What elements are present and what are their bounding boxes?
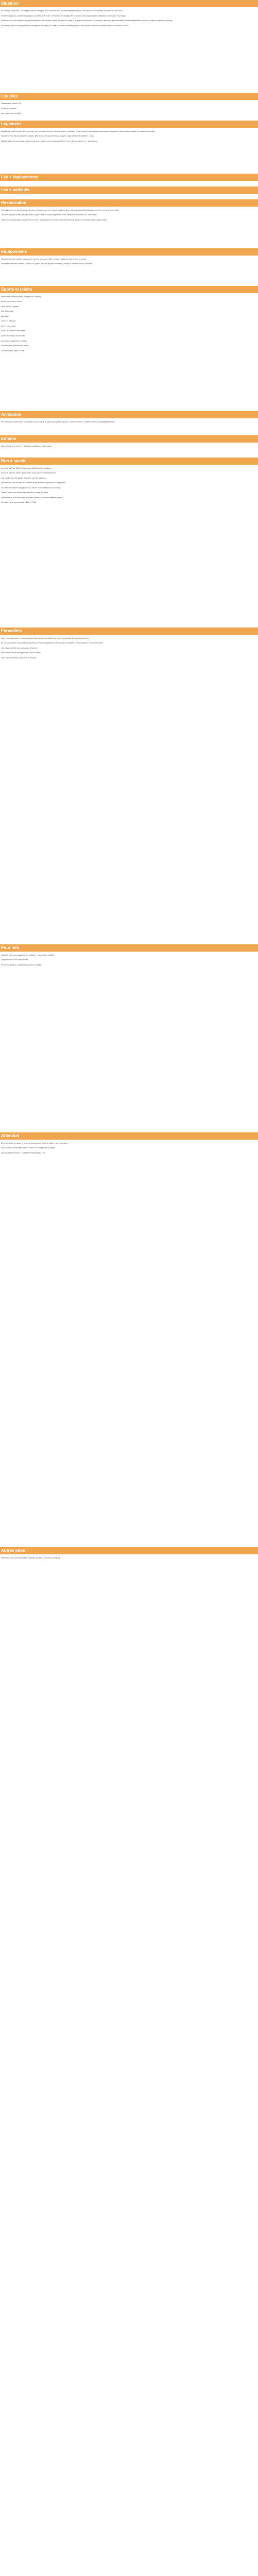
section-paragraph: Les conditions particulières peuvent varier selon la période de séjour. bbox=[1, 1147, 56, 1149]
section-header-animation: Animation bbox=[0, 411, 258, 418]
section-header-formalites: Formalités bbox=[0, 628, 258, 635]
section-paragraph: Voile, kayak et paddle bbox=[1, 305, 19, 308]
section-header-activites: Les + activités bbox=[0, 187, 258, 194]
section-paragraph: Les mineurs non accompagnés ne sont pas admis. bbox=[1, 652, 41, 654]
section-paragraph: Retrouvez toutes les informations pratiques auprès de l'accueil du camping. bbox=[1, 1556, 61, 1559]
section-header-enfants: Enfants bbox=[0, 435, 258, 443]
section-body-plus bbox=[0, 100, 258, 121]
section-paragraph: Sanitaires modernes chauffés, accès Wi-Fi gratuit dans les espaces communs, parking et barrière d'accès sécurisée. bbox=[1, 263, 93, 265]
section-paragraph: Une plage privée de 2000 bbox=[1, 112, 22, 115]
section-header-equipements2: Equipements bbox=[0, 248, 258, 256]
section-paragraph: Idéalement placé à proximité des plages, du centre-ville et des commerces, le camping offre un accès facile aux principales attractions touristiques de la région. bbox=[1, 14, 126, 17]
section-paragraph: Le port du bracelet est obligatoire pour l'accès aux installations du camping. bbox=[1, 486, 61, 489]
section-paragraph: INFORMATIONS RGPD / DONNÉES PERSONNELLES bbox=[1, 1151, 45, 1154]
section-header-situation: Situation bbox=[0, 0, 258, 7]
section-paragraph: Chambres avec lits doubles et lits simples, salle d'eau avec douche et WC séparés. Linge de lit et de toilette en option. bbox=[1, 135, 94, 138]
section-paragraph: Surf et char à voile bbox=[1, 325, 16, 327]
section-header-bonasavoir: Bon à savoir bbox=[0, 457, 258, 465]
section-paragraph: Vous apprécierez le bar-restaurant du camping qui propose une cuisine traditionnelle à base de produits frais et locaux, servie en terrasse ou en salle. bbox=[1, 209, 119, 211]
section-paragraph: Des animations variées sont proposées tout au long de la saison pour petits et grands : soirées à thème, concerts, tournois sportifs et spectacles. bbox=[1, 420, 116, 423]
section-body-attention bbox=[0, 1140, 258, 1547]
section-paragraph: Club enfants, aire de jeux et activités encadrées en haute saison. bbox=[1, 445, 53, 447]
section-body-bonasavoir bbox=[0, 465, 258, 628]
section-body-equipements1 bbox=[0, 181, 258, 187]
section-paragraph: Sorties en bateau vers les îles bbox=[1, 335, 25, 337]
section-paragraph: Les visiteurs doivent se présenter à l'accueil. bbox=[1, 656, 37, 659]
section-body-autres bbox=[0, 1554, 258, 1575]
section-paragraph: Toute réservation doit être accompagnée d'un acompte. Le solde est à régler au plus tard 30 jours avant l'arrivée. bbox=[1, 637, 90, 639]
section-paragraph: Venez découvrir les richesses du patrimoine breton, les sentiers côtiers, les ports de pêche et la gastronomie locale. Les amateurs de nature apprécieront les nombreuses balades à pied ou à vélo au départ du camping. bbox=[1, 20, 173, 22]
section-paragraph: Animations en journée et en soirée bbox=[1, 345, 29, 347]
section-body-pourinfo bbox=[0, 952, 258, 1132]
section-body-sports bbox=[0, 293, 258, 411]
section-header-plus: Les plus bbox=[0, 93, 258, 100]
section-paragraph: L'épicerie de dépannage vous permet de trouver les produits de première nécessité ainsi que le pain et les viennoiseries chaque matin. bbox=[1, 218, 107, 221]
section-paragraph: Arrivée à partir de 14h00, départ avant 12h00 pour les emplacements. bbox=[1, 472, 56, 474]
section-paragraph: En cas d'annulation, les conditions générales de vente s'appliquent. Une assurance annulation est proposée lors de la réservation. bbox=[1, 642, 104, 645]
section-paragraph: Club enfants en juillet et août bbox=[1, 349, 24, 352]
section-body-formalites bbox=[0, 635, 258, 944]
section-paragraph: Piscine extérieure chauffée, pataugeoire, aire de jeux pour enfants, terrain multisport, salle de jeux et laverie. bbox=[1, 258, 87, 260]
section-body-equipements2 bbox=[0, 256, 258, 286]
section-header-pourinfo: Pour info bbox=[0, 944, 258, 952]
section-paragraph: Le camping Saint-Malo Le Rossignol, situé à Bretagne, vous accueille dans un cadre exceptionnel pour des vacances inoubliables en famille ou entre amis. bbox=[1, 10, 123, 12]
section-paragraph: Merci de vérifier les dates et le type d'hébergement avant de valider votre réservation. bbox=[1, 1142, 69, 1144]
section-paragraph: Les barbecues individuels sont autorisés selon les conditions météorologiques. bbox=[1, 496, 63, 499]
section-paragraph: Location de mobil-homes 4 à 6 personnes avec terrasse couverte, salon de jardin et barbecue. Cuisine équipée avec plaques de cuisson, réfrigérateur, micro-ondes, cafetière et vaisselle complète. bbox=[1, 130, 155, 132]
section-body-situation bbox=[0, 7, 258, 93]
section-paragraph: Taxe de séjour non incluse dans les tarifs, à régler sur place. bbox=[1, 492, 49, 494]
section-paragraph: Arrivée à partir de 15h00, départ avant 11h00 pour les locations. bbox=[1, 467, 52, 469]
section-paragraph: Tennis et mini-golf bbox=[1, 320, 15, 323]
section-paragraph: Golf à proximité bbox=[1, 310, 14, 313]
section-paragraph: Une caution sera demandée à l'arrivée pour les locations. bbox=[1, 477, 46, 479]
section-body-activites bbox=[0, 194, 258, 199]
section-paragraph: Ouverture de saison 2024 bbox=[1, 103, 22, 105]
section-paragraph: Visites de châteaux et musées bbox=[1, 330, 25, 332]
section-paragraph: Randonnée pédestre et vélo au départ du camping bbox=[1, 295, 41, 298]
section-header-sports: Sports et loisirs bbox=[0, 286, 258, 293]
section-paragraph: Les photos sont non contractuelles. bbox=[1, 959, 29, 961]
section-paragraph: Équitation bbox=[1, 315, 9, 317]
section-paragraph: Le snack propose pizzas, grillades, frites et glaces tout au long de la journée. Plats à emporter disponibles sur commande. bbox=[1, 214, 98, 216]
section-paragraph: Une pièce d'identité sera demandée à l'arrivée. bbox=[1, 647, 38, 649]
section-paragraph: Pour toute question, contactez l'accueil du camping. bbox=[1, 963, 42, 966]
section-body-enfants bbox=[0, 443, 258, 457]
section-paragraph: Les tarifs sont communiqués à titre indicatif et peuvent être modifiés. bbox=[1, 954, 55, 956]
section-header-restauration: Restauration bbox=[0, 199, 258, 207]
section-paragraph: Le calme est de rigueur entre 23h00 et 7h00. bbox=[1, 501, 37, 504]
section-paragraph: Chalets bois 2 à 4 personnes, idéal pour un séjour nature, avec terrasse privative et vue sur les espaces verts du camping. bbox=[1, 140, 98, 142]
section-header-equipements1: Les + équipements bbox=[0, 174, 258, 181]
section-paragraph: Le camping dispose d'emplacements ombragés et délimités pour tentes, caravanes et camping-cars, ainsi que de locations de mobil-homes et chalets tout confort. bbox=[1, 24, 129, 27]
section-paragraph: Les animaux sont acceptés sur certains emplacements moyennant un supplément. bbox=[1, 482, 67, 484]
section-body-logement bbox=[0, 128, 258, 174]
section-header-logement: Logement bbox=[0, 121, 258, 128]
section-body-restauration bbox=[0, 207, 258, 248]
section-header-autres: Autres infos bbox=[0, 1547, 258, 1554]
section-body-animation bbox=[0, 418, 258, 435]
section-header-attention: Attention bbox=[0, 1132, 258, 1140]
section-paragraph: Excursions organisées en saison bbox=[1, 340, 27, 342]
section-paragraph: Pêche en mer et en rivière bbox=[1, 300, 22, 303]
section-paragraph: Accès aux navettes bbox=[1, 107, 17, 110]
